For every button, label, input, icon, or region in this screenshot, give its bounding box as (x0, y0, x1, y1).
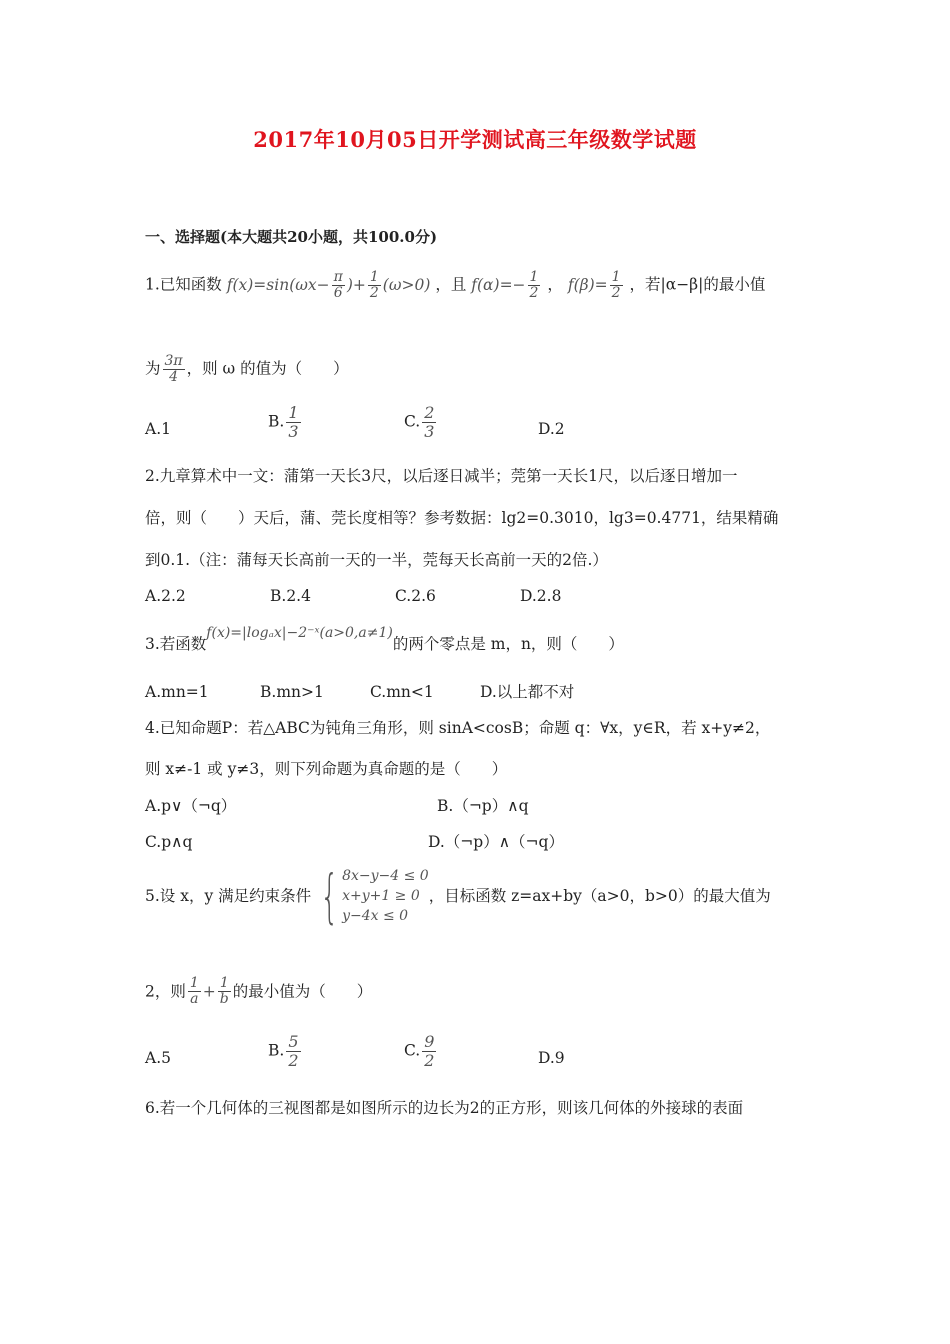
q4-option-c: C.p∧q (145, 833, 193, 851)
question-4-line-1: 4.已知命题P：若△ABC为钝角三角形，则 sinA<cosB；命题 q：∀x，y∈R，若 x+y≠2， (145, 719, 771, 737)
q4-option-d: D.（¬p）∧（¬q） (428, 833, 564, 851)
question-6-line-1: 6.若一个几何体的三视图都是如图所示的边长为2的正方形，则该几何体的外接球的表面 (145, 1099, 744, 1117)
question-1-line-1: 1.已知函数 f(x)=sin(ωx− $\frac{\pi}{6}$ )+ $\frac{1}{2}$ (ω>0) ，且 f(α)=− $\frac{1}{2}$ ， f(β)= $\frac{1}{2}$ ，若|α−β|的最小值 (145, 269, 766, 301)
q3-function-formula: f(x)=|logₐx|−2⁻ˣ(a>0,a≠1) (206, 625, 393, 641)
q1-option-b: B. $\frac{1}{3}$ (268, 403, 299, 441)
q5-option-b: B. $\frac{5}{2}$ (268, 1032, 299, 1070)
constraint-system: 8x−y−4 ≤ 0 x+y+1 ≥ 0 y−4x ≤ 0 (342, 868, 429, 924)
constraint-brace-icon: { (320, 862, 339, 930)
question-5-line-2: 2，则 $\frac{1}{a}$ + $\frac{1}{b}$ 的最小值为（ ） (145, 975, 373, 1007)
q4-option-a: A.p∨（¬q） (145, 797, 237, 815)
q5-option-d: D.9 (538, 1049, 565, 1067)
question-2-line-1: 2.九章算术中一文：蒲第一天长3尺，以后逐日减半；莞第一天长1尺，以后逐日增加一 (145, 467, 738, 485)
question-1-line-2: 为 $\frac{3\pi}{4}$ ，则 ω 的值为（ ） (145, 353, 349, 385)
q2-option-c: C.2.6 (395, 587, 436, 605)
q1-function-formula: f(x)=sin(ωx− $\frac{\pi}{6}$ )+ $\frac{1}{2}$ (ω>0) (226, 269, 431, 301)
q5-option-c: C. $\frac{9}{2}$ (404, 1032, 435, 1070)
question-4-line-2: 则 x≠-1 或 y≠3，则下列命题为真命题的是（ ） (145, 760, 508, 778)
q1-option-d: D.2 (538, 420, 565, 438)
question-2-line-2: 倍，则（ ）天后，蒲、莞长度相等？参考数据：lg2=0.3010，lg3=0.4771，结果精确 (145, 509, 779, 527)
q3-option-c: C.mn<1 (370, 683, 434, 701)
question-2-line-3: 到0.1.（注：蒲每天长高前一天的一半，莞每天长高前一天的2倍.） (145, 551, 608, 569)
q1-min-fraction: $\frac{3\pi}{4}$ (164, 353, 183, 385)
q3-option-b: B.mn>1 (260, 683, 324, 701)
q2-option-a: A.2.2 (145, 587, 186, 605)
q4-option-b: B.（¬p）∧q (437, 797, 529, 815)
page-title: 2017年10月05日开学测试高三年级数学试题 (253, 127, 697, 152)
q2-option-b: B.2.4 (270, 587, 311, 605)
q5-option-a: A.5 (145, 1049, 171, 1067)
question-5-line-1: 5.设 x，y 满足约束条件 { 8x−y−4 ≤ 0 x+y+1 ≥ 0 y−4x ≤ 0 ，目标函数 z=ax+by（a>0，b>0）的最大值为 (145, 862, 771, 930)
q1-f-alpha: f(α)=− $\frac{1}{2}$ (471, 269, 539, 301)
q3-option-a: A.mn=1 (145, 683, 209, 701)
question-3-line-1: 3.若函数f(x)=|logₐx|−2⁻ˣ(a>0,a≠1)的两个零点是 m，n，则（ ） (145, 625, 624, 653)
q1-f-beta: f(β)= $\frac{1}{2}$ (567, 269, 621, 301)
q2-option-d: D.2.8 (520, 587, 562, 605)
section-heading: 一、选择题(本大题共20小题，共100.0分) (145, 228, 438, 246)
q1-option-a: A.1 (145, 420, 171, 438)
q1-option-c: C. $\frac{2}{3}$ (404, 403, 435, 441)
q3-option-d: D.以上都不对 (480, 683, 575, 701)
